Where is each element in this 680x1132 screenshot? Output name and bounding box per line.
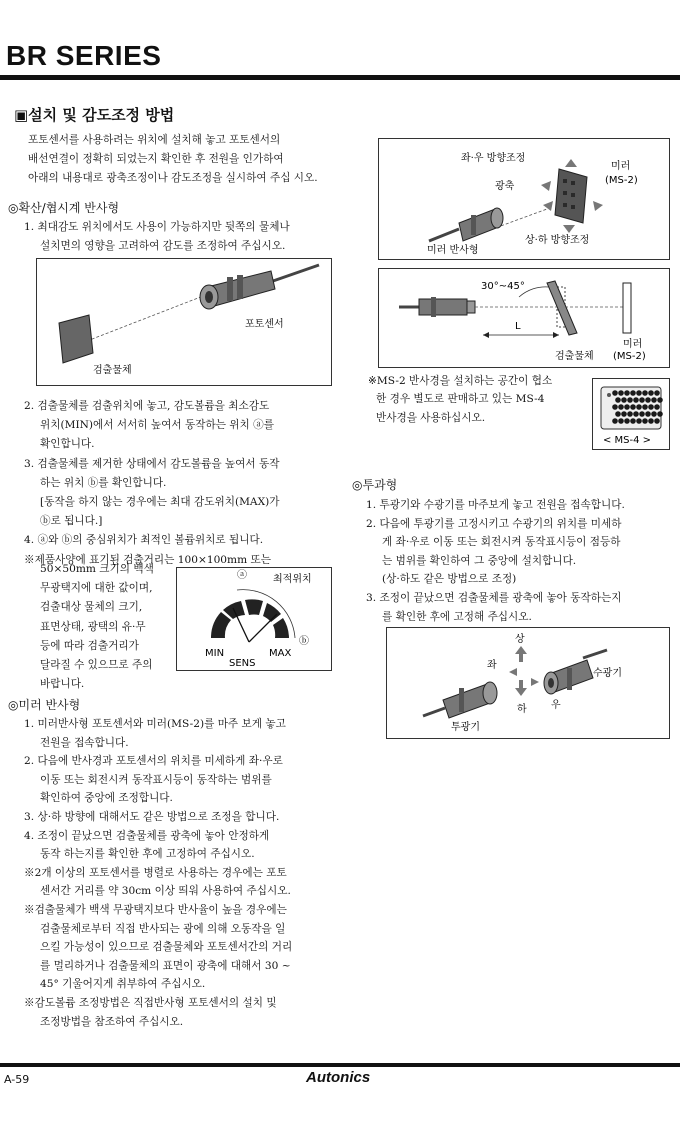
hex-cell: [633, 411, 639, 417]
diffuse-item1-line: 1. 최대감도 위치에서도 사용이 가능하지만 뒷쪽의 물체나: [24, 221, 290, 233]
series-title: BR SERIES: [6, 40, 162, 71]
hex-cell: [654, 418, 660, 424]
hex-cell: [615, 397, 621, 403]
section-title: ▣설치 및 감도조정 방법: [14, 106, 175, 124]
retro-steps: [24, 715, 292, 1031]
thru-line: 1. 투광기와 수광기를 마주보게 놓고 전원을 접속합니다.: [366, 499, 625, 511]
thru-line: 게 좌·우로 이동 또는 회전시켜 동작표시등이 점등하: [382, 536, 621, 549]
ms4-note-line: 반사경을 사용하십시오.: [376, 411, 486, 424]
ms4-note-line: ※MS-2 반사경을 설치하는 공간이 협소: [368, 375, 553, 387]
retro-line: 2. 다음에 반사경과 포토센서의 위치를 미세하게 좌·우로: [24, 755, 283, 768]
hex-cell: [654, 404, 660, 410]
dial-optimal-label: 최적위치: [273, 574, 312, 585]
retro-line: 이동 또는 회전시켜 동작표시등이 동작하는 범위를: [40, 773, 272, 786]
angle-object-label: 검출물체: [555, 351, 594, 362]
ms4-caption: < MS-4 >: [603, 435, 652, 446]
tilted-object: [547, 281, 577, 335]
retro-line: 1. 미러반사형 포토센서와 미러(MS-2)를 마주 보게 놓고: [24, 718, 286, 730]
lr-adjust-label: 좌·우 방향조정: [461, 153, 526, 164]
hex-cell: [648, 418, 654, 424]
hex-cell: [618, 418, 624, 424]
hex-cell: [657, 411, 663, 417]
intro-line: 포토센서를 사용하려는 위치에 설치해 놓고 포토센서의: [28, 134, 281, 146]
thru-line: 2. 다음에 투광기를 고정시키고 수광기의 위치를 미세하: [366, 517, 622, 530]
dial-scale: [211, 599, 289, 638]
dial-needle-b: [249, 614, 277, 642]
thru-line: 는 범위를 확인하여 그 중앙에 설치합니다.: [382, 554, 577, 567]
step-line: 확인합니다.: [40, 438, 95, 451]
thru-arrows: [509, 646, 539, 696]
retro-line: 3. 상·하 방향에 대해서도 같은 방법으로 조정을 합니다.: [24, 810, 280, 823]
hex-cell: [639, 397, 645, 403]
step-line: ※제품사양에 표기된 검출거리는 100×100mm 또는: [24, 553, 271, 566]
hex-cell: [624, 404, 630, 410]
page-number: A-59: [4, 1073, 30, 1086]
mirror-plate: [623, 283, 631, 333]
angle-ms2-label: (MS-2): [613, 351, 646, 362]
hex-cell: [627, 411, 633, 417]
ms4-note: [368, 372, 552, 427]
note-line: 바랍니다.: [40, 678, 85, 691]
retro-sensor: [429, 208, 503, 241]
distance-arrow-left: [483, 332, 489, 338]
retro-line: 를 멀리하거나 검출물체의 표면이 광축에 대해서 30 ~: [40, 959, 291, 972]
retro-line: 센서간 거리를 약 30cm 이상 띄워 사용하여 주십시오.: [40, 885, 291, 898]
ms4-figure: [592, 378, 670, 450]
note-line: 달라질 수 있으므로 주의: [40, 659, 153, 672]
retro-heading: ◎미러 반사형: [8, 698, 81, 712]
thru-line: 3. 조정이 끝났으면 검출물체를 광축에 놓아 동작하는지: [366, 591, 622, 604]
hex-cell: [612, 404, 618, 410]
thru-line: 를 확인한 후에 고정해 주십시오.: [382, 610, 532, 623]
hex-cell: [645, 411, 651, 417]
step-line: 4. ⓐ와 ⓑ의 중심위치가 최적인 볼륨위치로 됩니다.: [24, 534, 264, 547]
step-line: 3. 검출물체를 제거한 상태에서 감도볼륨을 높여서 동작: [24, 457, 280, 470]
retro-line: 검출물체로부터 직접 반사되는 광에 의해 오동작을 일: [40, 922, 286, 935]
note-line: 50×50mm 크기의 백색: [40, 563, 154, 575]
diffuse-figure: [36, 258, 332, 386]
retro-line: ※감도볼륨 조정방법은 직접반사형 포토센서의 설치 및: [24, 996, 277, 1009]
footer-rule: [0, 1063, 680, 1067]
hex-cell: [615, 411, 621, 417]
hex-cell: [648, 404, 654, 410]
dial-max-label: MAX: [269, 648, 292, 659]
hex-cell: [642, 418, 648, 424]
hex-cell: [639, 411, 645, 417]
angle-figure: [378, 268, 670, 368]
angle-label: 30°~45°: [481, 281, 525, 292]
up-label: 상: [515, 634, 525, 645]
dial-min-label: MIN: [205, 648, 225, 659]
hex-cell: [645, 397, 651, 403]
hex-cell: [621, 411, 627, 417]
diffuse-item1: [24, 218, 290, 256]
right-label: 우: [551, 700, 561, 711]
dial-diagram: [177, 568, 331, 670]
hex-cell: [612, 418, 618, 424]
diffuse-diagram: [37, 259, 331, 385]
hex-cell: [654, 390, 660, 396]
ms2-label: (MS-2): [605, 175, 638, 186]
hex-cell: [633, 397, 639, 403]
note-line: 무광택지에 대한 값이며,: [40, 582, 153, 595]
hex-cell: [657, 397, 663, 403]
ms4-note-line: 한 경우 별도로 판매하고 있는 MS-4: [376, 393, 545, 406]
note-line: 표면상태, 광택의 유·무: [40, 620, 146, 633]
object-label: 검출물체: [93, 365, 132, 376]
retro-line: 45° 기울어지게 취부하여 주십시오.: [40, 978, 206, 991]
angle-sensor: [419, 297, 475, 317]
axis-label: 광축: [495, 181, 515, 192]
hex-cell: [651, 411, 657, 417]
angle-mirror-label: 미러: [623, 339, 643, 350]
hex-cell: [621, 397, 627, 403]
receiver-label: 수광기: [593, 668, 622, 679]
hex-cell: [642, 390, 648, 396]
step-line: ⓑ로 됩니다.]: [40, 515, 103, 528]
hex-cell: [630, 390, 636, 396]
mirror-ms2: [555, 169, 587, 223]
photo-sensor: [200, 271, 275, 309]
diffuse-steps: [24, 397, 279, 570]
hex-cell: [636, 404, 642, 410]
retro-line: 으킬 가능성이 있으므로 검출물체와 포토센서간의 거리: [40, 941, 293, 954]
header-rule: [0, 75, 680, 80]
diffuse-note: [40, 560, 154, 694]
hex-cell: [618, 390, 624, 396]
retro-line: ※검출물체가 백색 무광택지보다 반사율이 높을 경우에는: [24, 903, 287, 916]
diffuse-heading: ◎확산/협시계 반사형: [8, 201, 120, 215]
emitter-label: 투광기: [451, 722, 480, 733]
hex-cell: [630, 404, 636, 410]
hex-cell: [630, 418, 636, 424]
target-object: [59, 315, 93, 363]
sensor-cable: [273, 265, 319, 281]
mirror-adjust-figure: [378, 138, 670, 260]
dial-sens-label: SENS: [229, 658, 256, 669]
dial-mark-a: ⓐ: [237, 570, 247, 581]
hex-cell: [627, 397, 633, 403]
mirror-label: 미러: [611, 161, 631, 172]
ud-adjust-label: 상·하 방향조정: [525, 235, 590, 246]
hex-cell: [618, 404, 624, 410]
hex-cell: [636, 418, 642, 424]
intro-paragraph: [28, 131, 318, 189]
diffuse-item1-line: 설치면의 영향을 고려하여 감도를 조정하여 주십시오.: [40, 240, 286, 253]
hex-cell: [624, 418, 630, 424]
thru-heading: ◎투과형: [352, 478, 398, 492]
distance-label: L: [515, 321, 521, 332]
hex-cell: [642, 404, 648, 410]
retro-line: 4. 조정이 끝났으면 검출물체를 광축에 놓아 안정하게: [24, 829, 270, 842]
retro-line: ※2개 이상의 포토센서를 병렬로 사용하는 경우에는 포토: [24, 866, 287, 879]
retro-type-label: 미러 반사형: [427, 245, 479, 256]
retro-line: 조정방법을 참조하여 주십시오.: [40, 1015, 184, 1028]
retro-line: 확인하여 중앙에 조정합니다.: [40, 792, 173, 805]
emitter-sensor: [423, 682, 497, 718]
note-line: 등에 따라 검출거리가: [40, 639, 139, 652]
step-line: 위치(MIN)에서 서서히 높여서 동작하는 위치 ⓐ를: [40, 419, 274, 432]
note-line: 검출대상 물체의 크기,: [40, 601, 143, 614]
mirror-adjust-diagram: [379, 139, 669, 259]
distance-arrow-right: [553, 332, 559, 338]
hex-cell: [636, 390, 642, 396]
ms4-diagram: [593, 379, 669, 449]
step-line: [동작을 하지 않는 경우에는 최대 감도위치(MAX)가: [40, 496, 280, 509]
down-label: 하: [517, 704, 527, 715]
left-label: 좌: [487, 660, 497, 671]
thru-line: (상·하도 같은 방법으로 조정): [382, 573, 517, 586]
step-line: 하는 위치 ⓑ를 확인합니다.: [40, 476, 167, 489]
step-line: 2. 검출물체를 검출위치에 놓고, 감도볼륨을 최소감도: [24, 400, 270, 412]
retro-line: 전원을 접속합니다.: [40, 736, 129, 749]
intro-line: 배선연결이 정확히 되었는지 확인한 후 전원을 인가하여: [28, 153, 284, 166]
brand-logo: Autonics: [306, 1069, 371, 1086]
retro-line: 동작 하는지를 확인한 후에 고정하여 주십시오.: [40, 848, 255, 861]
thru-steps: [366, 496, 625, 626]
thru-figure: [386, 627, 670, 739]
hex-cell: [624, 390, 630, 396]
hex-cell: [612, 390, 618, 396]
intro-line: 아래의 내용대로 광축조정이나 감도조정을 실시하여 주십 시오.: [28, 172, 318, 185]
dial-mark-b: ⓑ: [299, 636, 309, 647]
hex-cell: [651, 397, 657, 403]
angle-diagram: [379, 269, 669, 367]
hex-cell: [648, 390, 654, 396]
sensitivity-dial-figure: [176, 567, 332, 671]
thru-diagram: [387, 628, 669, 738]
sensor-label: 포토센서: [245, 319, 284, 330]
